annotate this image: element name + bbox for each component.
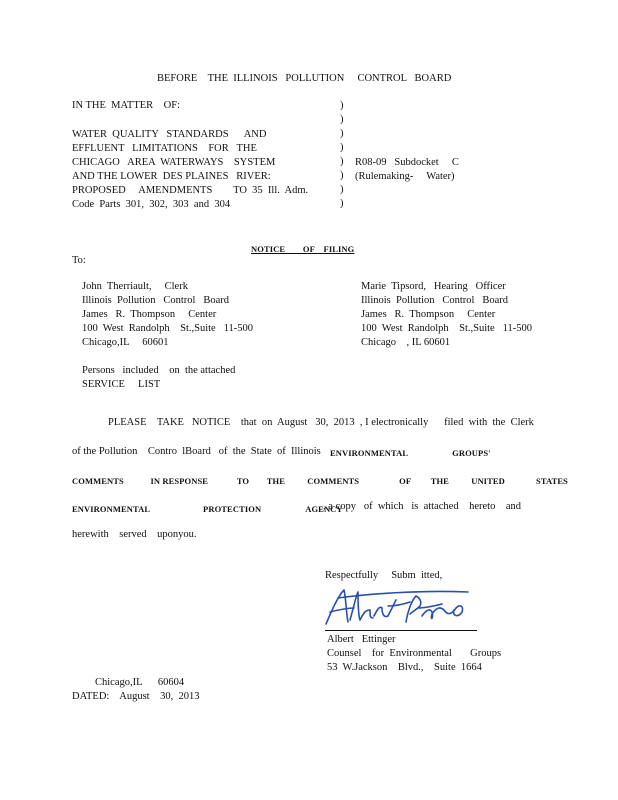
addressee-left-line: James R. Thompson Center bbox=[82, 309, 217, 320]
body-line-emphasis: COMMENTS IN RESPONSE TO THE COMMENTS OF THE UNITED STATES bbox=[72, 476, 568, 486]
in-the-matter: IN THE MATTER OF: bbox=[72, 100, 181, 111]
caption-paren: ) bbox=[340, 128, 344, 139]
service-list: SERVICE LIST bbox=[82, 379, 161, 390]
caption-paren: ) bbox=[340, 100, 344, 111]
city-zip: Chicago,IL 60604 bbox=[95, 677, 185, 688]
body-line: , a copy of which is attached hereto and bbox=[323, 501, 521, 512]
caption-paren: ) bbox=[340, 170, 344, 181]
addressee-left-line: Chicago,IL 60601 bbox=[82, 337, 169, 348]
body-line-emphasis: ENVIRONMENTAL PROTECTION AGENCY bbox=[72, 504, 343, 514]
signer-name: Albert Ettinger bbox=[327, 634, 396, 645]
signer-address: 53 W.Jackson Blvd., Suite 1664 bbox=[327, 662, 482, 673]
caption-paren: ) bbox=[340, 184, 344, 195]
document-title: BEFORE THE ILLINOIS POLLUTION CONTROL BOARD bbox=[157, 73, 452, 84]
caption-paren: ) bbox=[340, 198, 344, 209]
caption-paren: ) bbox=[340, 156, 344, 167]
notice-of-filing-heading: NOTICE OF FILING bbox=[251, 244, 355, 254]
persons-included: Persons included on the attached bbox=[82, 365, 236, 376]
addressee-right-line: Illinois Pollution Control Board bbox=[361, 295, 509, 306]
body-line: of the Pollution Contro lBoard of the State of Illinois bbox=[72, 446, 321, 457]
body-line-emphasis: ENVIRONMENTAL GROUPS' bbox=[330, 448, 491, 458]
body-line: herewith served uponyou. bbox=[72, 529, 197, 540]
closing: Respectfully Subm itted, bbox=[325, 570, 443, 581]
addressee-right-line: Chicago , IL 60601 bbox=[361, 337, 451, 348]
to-label: To: bbox=[72, 255, 86, 266]
caption-line: EFFLUENT LIMITATIONS FOR THE bbox=[72, 143, 257, 154]
handwritten-signature bbox=[318, 586, 478, 632]
caption-line: CHICAGO AREA WATERWAYS SYSTEM bbox=[72, 157, 276, 168]
rulemaking-type: (Rulemaking- Water) bbox=[355, 171, 455, 182]
body-line: PLEASE TAKE NOTICE that on August 30, 2013 , I electronically filed with the Clerk bbox=[108, 417, 534, 428]
caption-paren: ) bbox=[340, 142, 344, 153]
caption-line: AND THE LOWER DES PLAINES RIVER: bbox=[72, 171, 271, 182]
caption-line: PROPOSED AMENDMENTS TO 35 Ill. Adm. bbox=[72, 185, 309, 196]
addressee-left-line: John Therriault, Clerk bbox=[82, 281, 188, 292]
addressee-left-line: 100 West Randolph St.,Suite 11-500 bbox=[82, 323, 253, 334]
addressee-right-line: 100 West Randolph St.,Suite 11-500 bbox=[361, 323, 532, 334]
caption-paren: ) bbox=[340, 114, 344, 125]
docket-number: R08-09 Subdocket C bbox=[355, 157, 459, 168]
date-line: DATED: August 30, 2013 bbox=[72, 691, 200, 702]
signer-title: Counsel for Environmental Groups bbox=[327, 648, 502, 659]
caption-line: Code Parts 301, 302, 303 and 304 bbox=[72, 199, 231, 210]
signature-line bbox=[325, 630, 477, 631]
caption-line: WATER QUALITY STANDARDS AND bbox=[72, 129, 267, 140]
addressee-right-line: Marie Tipsord, Hearing Officer bbox=[361, 281, 506, 292]
addressee-right-line: James R. Thompson Center bbox=[361, 309, 496, 320]
addressee-left-line: Illinois Pollution Control Board bbox=[82, 295, 230, 306]
